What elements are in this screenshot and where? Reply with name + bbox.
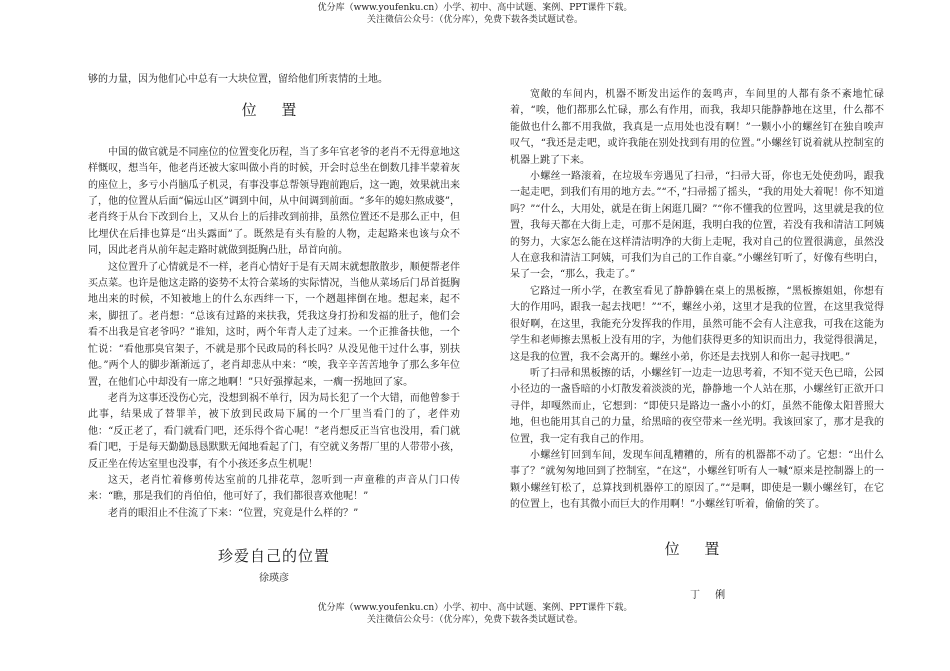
left-paragraph: 中国的做官就是不同座位的位置变化历程，当了多年官老爷的老肖不无得意地这样慨叹，想当年，他老肖还被大家叫做小肖的时候，开会时总坐在倒数几排半蒙着灰的座位上，多亏小肖脑瓜子机灵，有事没事总帮领导跑前跑后，这一跑，效果就出来了，他的位置从后面“偏远山区”调到中间，从中间调到前面。“多年的媳妇熬成婆”，老肖终于从台下改到台上，又从台上的后排改到前排，虽然位置还不是那么正中，但比埋伏在后排也算是“出头露面”了。既然是有头有脸的人物，走起路来也该与众不同，因此老肖从前年起走路时就做到挺胸凸肚，昂首向前。	[88, 146, 460, 257]
header-line-2: 关注微信公众号：（优分库），免费下载各类试题试卷。	[366, 15, 583, 25]
continuation-text: 够的力量，因为他们心中总有一大块位置，留给他们所衷情的土地。	[88, 74, 388, 85]
left-paragraph: 老肖的眼泪止不住流了下来：“位置，究竟是什么样的？”	[108, 507, 359, 519]
essay-author: 徐瑛彦	[259, 572, 289, 584]
right-column	[510, 87, 884, 511]
right-paragraph: 宽敞的车间内，机器不断发出运作的轰鸣声，车间里的人都有条不紊地忙碌着，“唉，他们都那么忙碌，那么有作用，而我，我却只能静静地在这里，什么都不能做也什么都不用我做，我真是一点用处也没有啊！”一颗小小的螺丝钉在独自唉声叹气，“我还是走吧，或许我能在别处找到有用的位置。”小螺丝钉说着就从控制室的机器上跳了下来。	[510, 89, 884, 166]
right-paragraph: 听了扫帚和黑板擦的话，小螺丝钉一边走一边思考着，不知不觉天色已暗，公园小径边的一盏昏暗的小灯散发着淡淡的光，静静地一个人站在那，小螺丝钉正欲开口寻伴，却嘎然而止，它想到：“即使只是路边一盏小小的灯，虽然不能像太阳普照大地，但也能用其自己的力量，给黑暗的夜空带来一丝光明。我该回家了，那才是我的位置，我一定有我自己的作用。	[510, 367, 884, 445]
essay-author-2: 丁 俐	[690, 590, 732, 601]
footer-line-2: 关注微信公众号：（优分库），免费下载各类试题试卷。	[366, 615, 583, 625]
footer-line-1: 优分库（www.youfenku.cn）小学、初中、高中试题、案例、PPT课件下载。	[317, 603, 633, 613]
page-footer	[0, 602, 950, 626]
essay-title-cherish: 珍爱自己的位置	[217, 547, 330, 566]
left-paragraph: 这天，老肖忙着修剪传达室前的几排花草，忽听到一声童稚的声音从门口传来：“瞧，那是我们的肖伯伯，他可好了，我们都很喜欢他呢！”	[88, 474, 460, 503]
page-header	[0, 2, 950, 26]
essay-title-position-2: 位 置	[664, 540, 730, 558]
right-paragraph: 它路过一所小学，在教室看见了静静躺在桌上的黑板擦，“黑板擦姐姐，你想有大的作用吗，跟我一起去找吧！”“不，螺丝小弟，这里才是我的位置，在这里我觉得很好啊，在这里，我能充分发挥我的作用，虽然可能不会有人注意我，可我在这能为学生和老师擦去黑板上没有用的字，为他们获得更多的知识而出力，我觉得很满足，这是我的位置，我不会离开的。螺丝小弟，你还是去找别人和你一起寻找吧。”	[510, 285, 884, 363]
essay-title-position: 位 置	[241, 101, 307, 120]
left-column	[88, 72, 460, 602]
right-paragraph: 小螺丝一路滚着，在垃圾车旁遇见了扫帚，“扫帚大哥，你也无处使劲吗，跟我一起走吧，到我们有用的地方去。”“不，”扫帚摇了摇头，“我的用处大着呢！你不知道吗？”“什么，大用处，就是在街上闲逛几圈？”“你不懂我的位置吗，这里就是我的位置，我每天都在大街上走，可那不是闲逛，我明白我的位置，若没有我和清洁工阿姨的努力，大家怎么能在这样清洁明净的大街上走呢，我对自己的位置很满意，虽然没人在意我和清洁工阿姨，可我们为自己的工作自豪。”小螺丝钉听了，好像有些明白，呆了一会，“那么，我走了。”	[510, 171, 884, 281]
header-line-1: 优分库（www.youfenku.cn）小学、初中、高中试题、案例、PPT课件下载。	[317, 3, 633, 13]
right-paragraph: 小螺丝钉回到车间，发现车间乱糟糟的，所有的机器都不动了。它想：“出什么事了？”就匆匆地回到了控制室，“在这”，小螺丝钉听有人一喊“原来是控制器上的一颗小螺丝钉松了，总算找到机器停工的原因了。”“是啊，即使是一颗小螺丝钉，在它的位置上，也有其微小而巨大的作用啊！”小螺丝钉听着，偷偷的笑了。	[510, 449, 884, 511]
left-paragraph: 老肖为这事还没伤心完，没想到祸不单行，因为局长犯了一个大错，而他曾参于此事，结果成了替罪羊，被下放到民政局下属的一个厂里当看门的了，老伴劝他：“反正老了，看门就看门吧，还乐得个省心呢！”老肖想反正当官也没用，看门就看门吧，于是每天勤勤恳恳默默无闻地看起了门，有空就义务帮厂里的人带带小孩，反正坐在传达室里也没事，有个小孩还多点生机呢！	[88, 392, 460, 470]
left-paragraph: 这位置升了心情就是不一样，老肖心情好于是有天周末就想散散步，顺便帮老伴买点菜。也许是他这走路的姿势不太符合菜场的实际情况，当他从菜场后门昂首挺胸地出来的时候，不知被地上的什么东西绊一下，一个趔趄摔倒在地。想起来，起不来，脚扭了。老肖想：“总该有过路的来扶我，凭我这身打扮和发福的肚子，他们会看不出我是官老爷吗？”谁知，这时，两个年青人走了过来。一个正推备扶他，一个忙说：“看他那臭官架子，不就是那个民政局的科长吗？从没见他干过什么事，别扶他。”两个人的脚步渐渐远了，老肖却悲从中来：“唉，我辛辛苦苦地争了那么多年位置，在他们心中却没有一席之地啊！”只好强撑起来，一瘸一拐地回了家。	[88, 261, 460, 388]
